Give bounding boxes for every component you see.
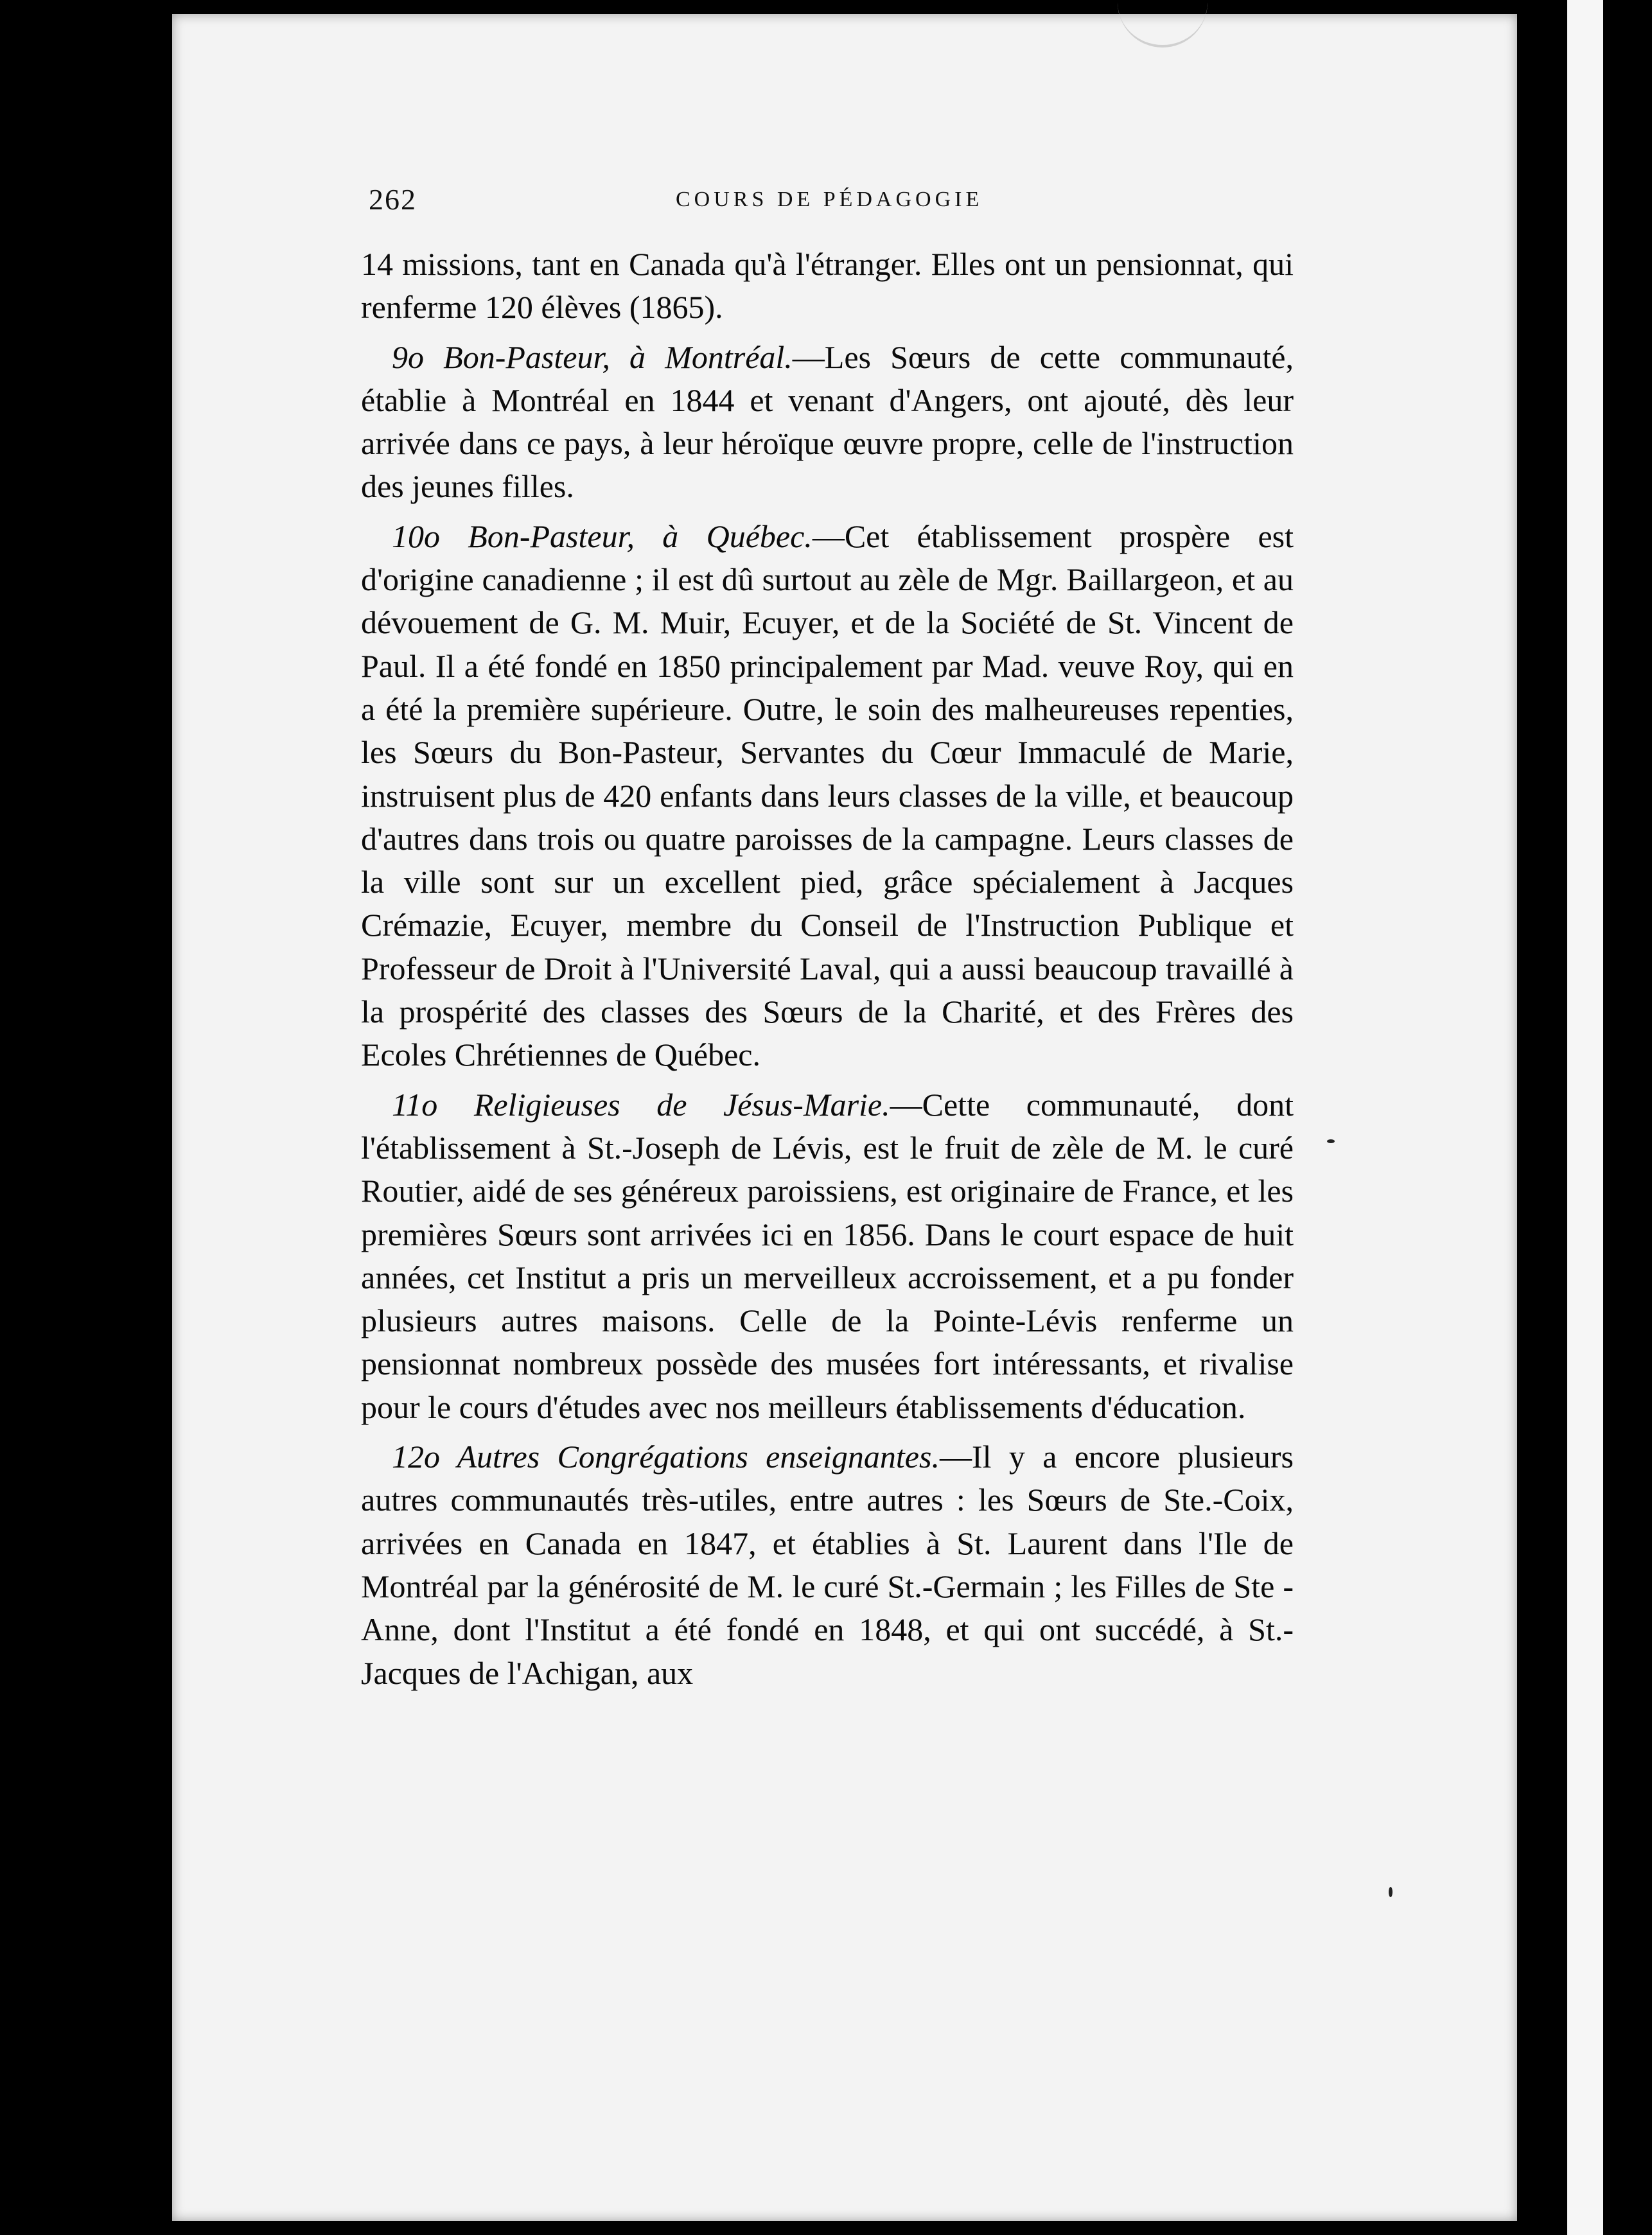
- section-heading: 10o Bon-Pasteur, à Québec.: [392, 518, 813, 554]
- running-title: COURS DE PÉDAGOGIE: [676, 188, 983, 211]
- body-text: [361, 243, 1294, 1701]
- paragraph-autres-congregations: [361, 1435, 1294, 1695]
- paragraph-text: —Cet établissement prospère est d'origine canadienne ; il est dû surtout au zèle de Mgr. Baillargeon, et au dévouement de G. M. Muir, Ecuyer, et de la Société de St. Vincent de Paul. Il a été fondé en 1850 principalement par Mad. veuve Roy, qui en a été la première supérieure. Outre, le soin des malheureuses repenties, les Sœurs du Bon-Pasteur, Servantes du Cœur Immaculé de Marie, instruisent plus de 420 enfants dans leurs classes de la ville, et beaucoup d'autres dans trois ou quatre paroisses de la campagne. Leurs classes de la ville sont sur un excellent pied, grâce spécialement à Jacques Crémazie, Ecuyer, membre du Conseil de l'Instruction Publique et Professeur de Droit à l'Université Laval, qui a aussi beaucoup travaillé à la prospérité des classes des Sœurs de la Charité, et des Frères des Ecoles Chrétiennes de Québec.: [361, 518, 1294, 1073]
- paragraph-text: —Cette communauté, dont l'établissement à St.-Joseph de Lévis, est le fruit de zèle de M. le curé Routier, aidé de ses généreux paroissiens, est originaire de France, et les premières Sœurs sont arrivées ici en 1856. Dans le court espace de huit années, cet Institut a pris un merveilleux accroissement, et a pu fonder plusieurs autres maisons. Celle de la Pointe-Lévis renferme un pensionnat nombreux possède des musées fort intéressants, et rivalise pour le cours d'études avec nos meilleurs établissements d'éducation.: [361, 1086, 1294, 1425]
- page-number: 262: [369, 183, 417, 216]
- paragraph-bon-pasteur-montreal: [361, 336, 1294, 509]
- paragraph-text: —Les Sœurs de cette communauté, établie à Montréal en 1844 et venant d'Angers, ont ajouté, dès leur arrivée dans ce pays, à leur héroïque œuvre propre, celle de l'instruction des jeunes filles.: [361, 338, 1294, 505]
- section-heading: 11o Religieuses de Jésus-Marie.: [392, 1086, 890, 1123]
- running-head: [369, 182, 1294, 221]
- paragraph-bon-pasteur-quebec: [361, 515, 1294, 1077]
- paragraph-text: —Il y a encore plusieurs autres communautés très-utiles, entre autres : les Sœurs de Ste.-Coix, arrivées en Canada en 1847, et établies à St. Laurent dans l'Ile de Montréal par la générosité de M. le curé St.-Germain ; les Filles de Ste -Anne, dont l'Institut a été fondé en 1848, et qui ont succédé, à St.-Jacques de l'Achigan, aux: [361, 1439, 1294, 1691]
- scan-speck: [1389, 1887, 1393, 1897]
- adjacent-page-edge: [1567, 0, 1603, 2235]
- paragraph-continuation: [361, 243, 1294, 329]
- paragraph-text: 14 missions, tant en Canada qu'à l'étranger. Elles ont un pensionnat, qui renferme 120 élèves (1865).: [361, 246, 1294, 326]
- section-heading: 9o Bon-Pasteur, à Montréal.: [392, 338, 793, 375]
- paragraph-jesus-marie: [361, 1083, 1294, 1429]
- scan-speck: [1327, 1139, 1335, 1143]
- section-heading: 12o Autres Congrégations enseignantes.: [392, 1439, 940, 1475]
